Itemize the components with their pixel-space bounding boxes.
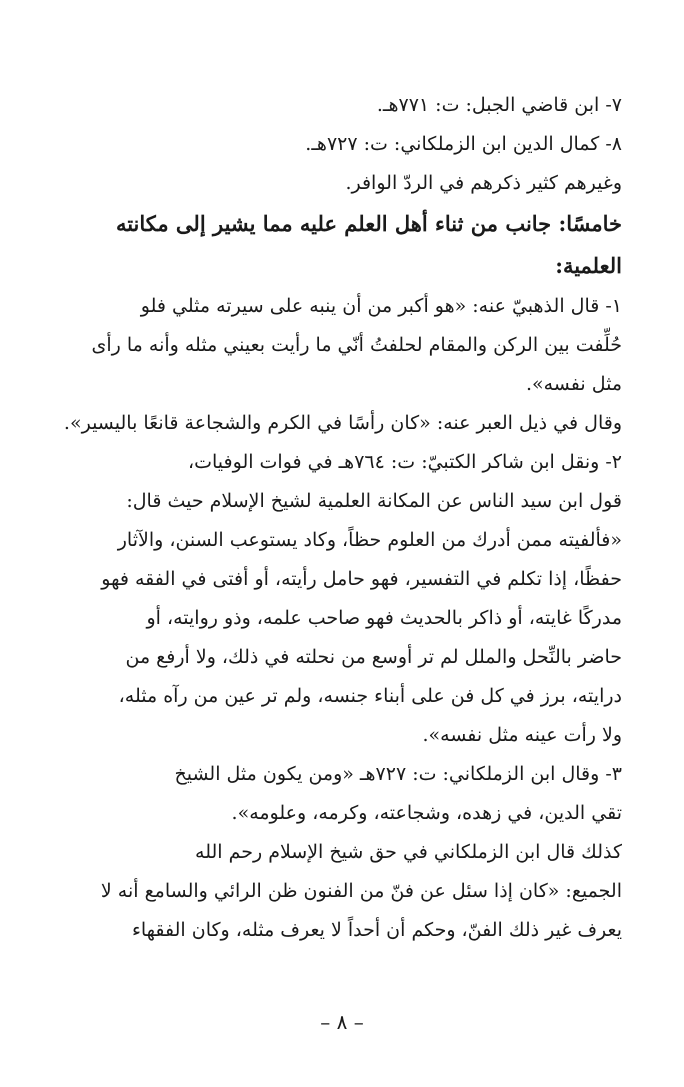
text-line: الجميع: «كان إذا سئل عن فنّ من الفنون ظن الرائي والسامع أنه لا <box>100 880 622 902</box>
page-body <box>40 86 622 950</box>
text-line: يعرف غير ذلك الفنّ، وحكم أن أحداً لا يعرف مثله، وكان الفقهاء <box>131 919 622 941</box>
text-line: كذلك قال ابن الزملكاني في حق شيخ الإسلام رحم الله <box>195 841 622 863</box>
text-line: مثل نفسه». <box>525 373 622 395</box>
text-line: حاضر بالنِّحل والملل لم تر أوسع من نحلته في ذلك، ولا أرفع من <box>125 646 622 668</box>
text-line: ٧- ابن قاضي الجبل: ت: ٧٧١هـ. <box>376 94 622 116</box>
text-line: حُلِّفت بين الركن والمقام لحلفتُ أنّي ما رأيت بعيني مثله وأنه ما رأى <box>91 334 622 356</box>
text-line: درايته، برز في كل فن على أبناء جنسه، ولم تر عين من رآه مثله، <box>118 685 622 707</box>
text-line: تقي الدين، في زهده، وشجاعته، وكرمه، وعلومه». <box>231 802 622 824</box>
text-line: مدركًا غايته، أو ذاكر بالحديث فهو صاحب علمه، وذو روايته، أو <box>146 607 622 629</box>
text-line: وغيرهم كثير ذكرهم في الردّ الوافر. <box>345 172 622 194</box>
text-line: «فألفيته ممن أدرك من العلوم حظاً، وكاد يستوعب السنن، والآثار <box>117 529 622 551</box>
text-line: قول ابن سيد الناس عن المكانة العلمية لشيخ الإسلام حيث قال: <box>126 490 622 512</box>
text-line: وقال في ذيل العبر عنه: «كان رأسًا في الكرم والشجاعة قانعًا باليسير». <box>63 412 622 434</box>
section-heading: خامسًا: جانب من ثناء أهل العلم عليه مما يشير إلى مكانته <box>115 211 622 236</box>
text-line: ١- قال الذهبيّ عنه: «هو أكبر من أن ينبه على سيرته مثلي فلو <box>140 295 622 317</box>
page-number: – ٨ – <box>320 1010 364 1034</box>
text-line: ٢- ونقل ابن شاكر الكتبيّ: ت: ٧٦٤هـ في فوات الوفيات، <box>188 451 622 473</box>
text-line: ولا رأت عينه مثل نفسه». <box>422 724 622 746</box>
text-line: حفظًا، إذا تكلم في التفسير، فهو حامل رأيته، أو أفتى في الفقه فهو <box>101 568 622 590</box>
text-line: ٣- وقال ابن الزملكاني: ت: ٧٢٧هـ «ومن يكون مثل الشيخ <box>174 763 622 785</box>
section-heading: العلمية: <box>555 253 622 278</box>
text-line: ٨- كمال الدين ابن الزملكاني: ت: ٧٢٧هـ. <box>305 133 622 155</box>
